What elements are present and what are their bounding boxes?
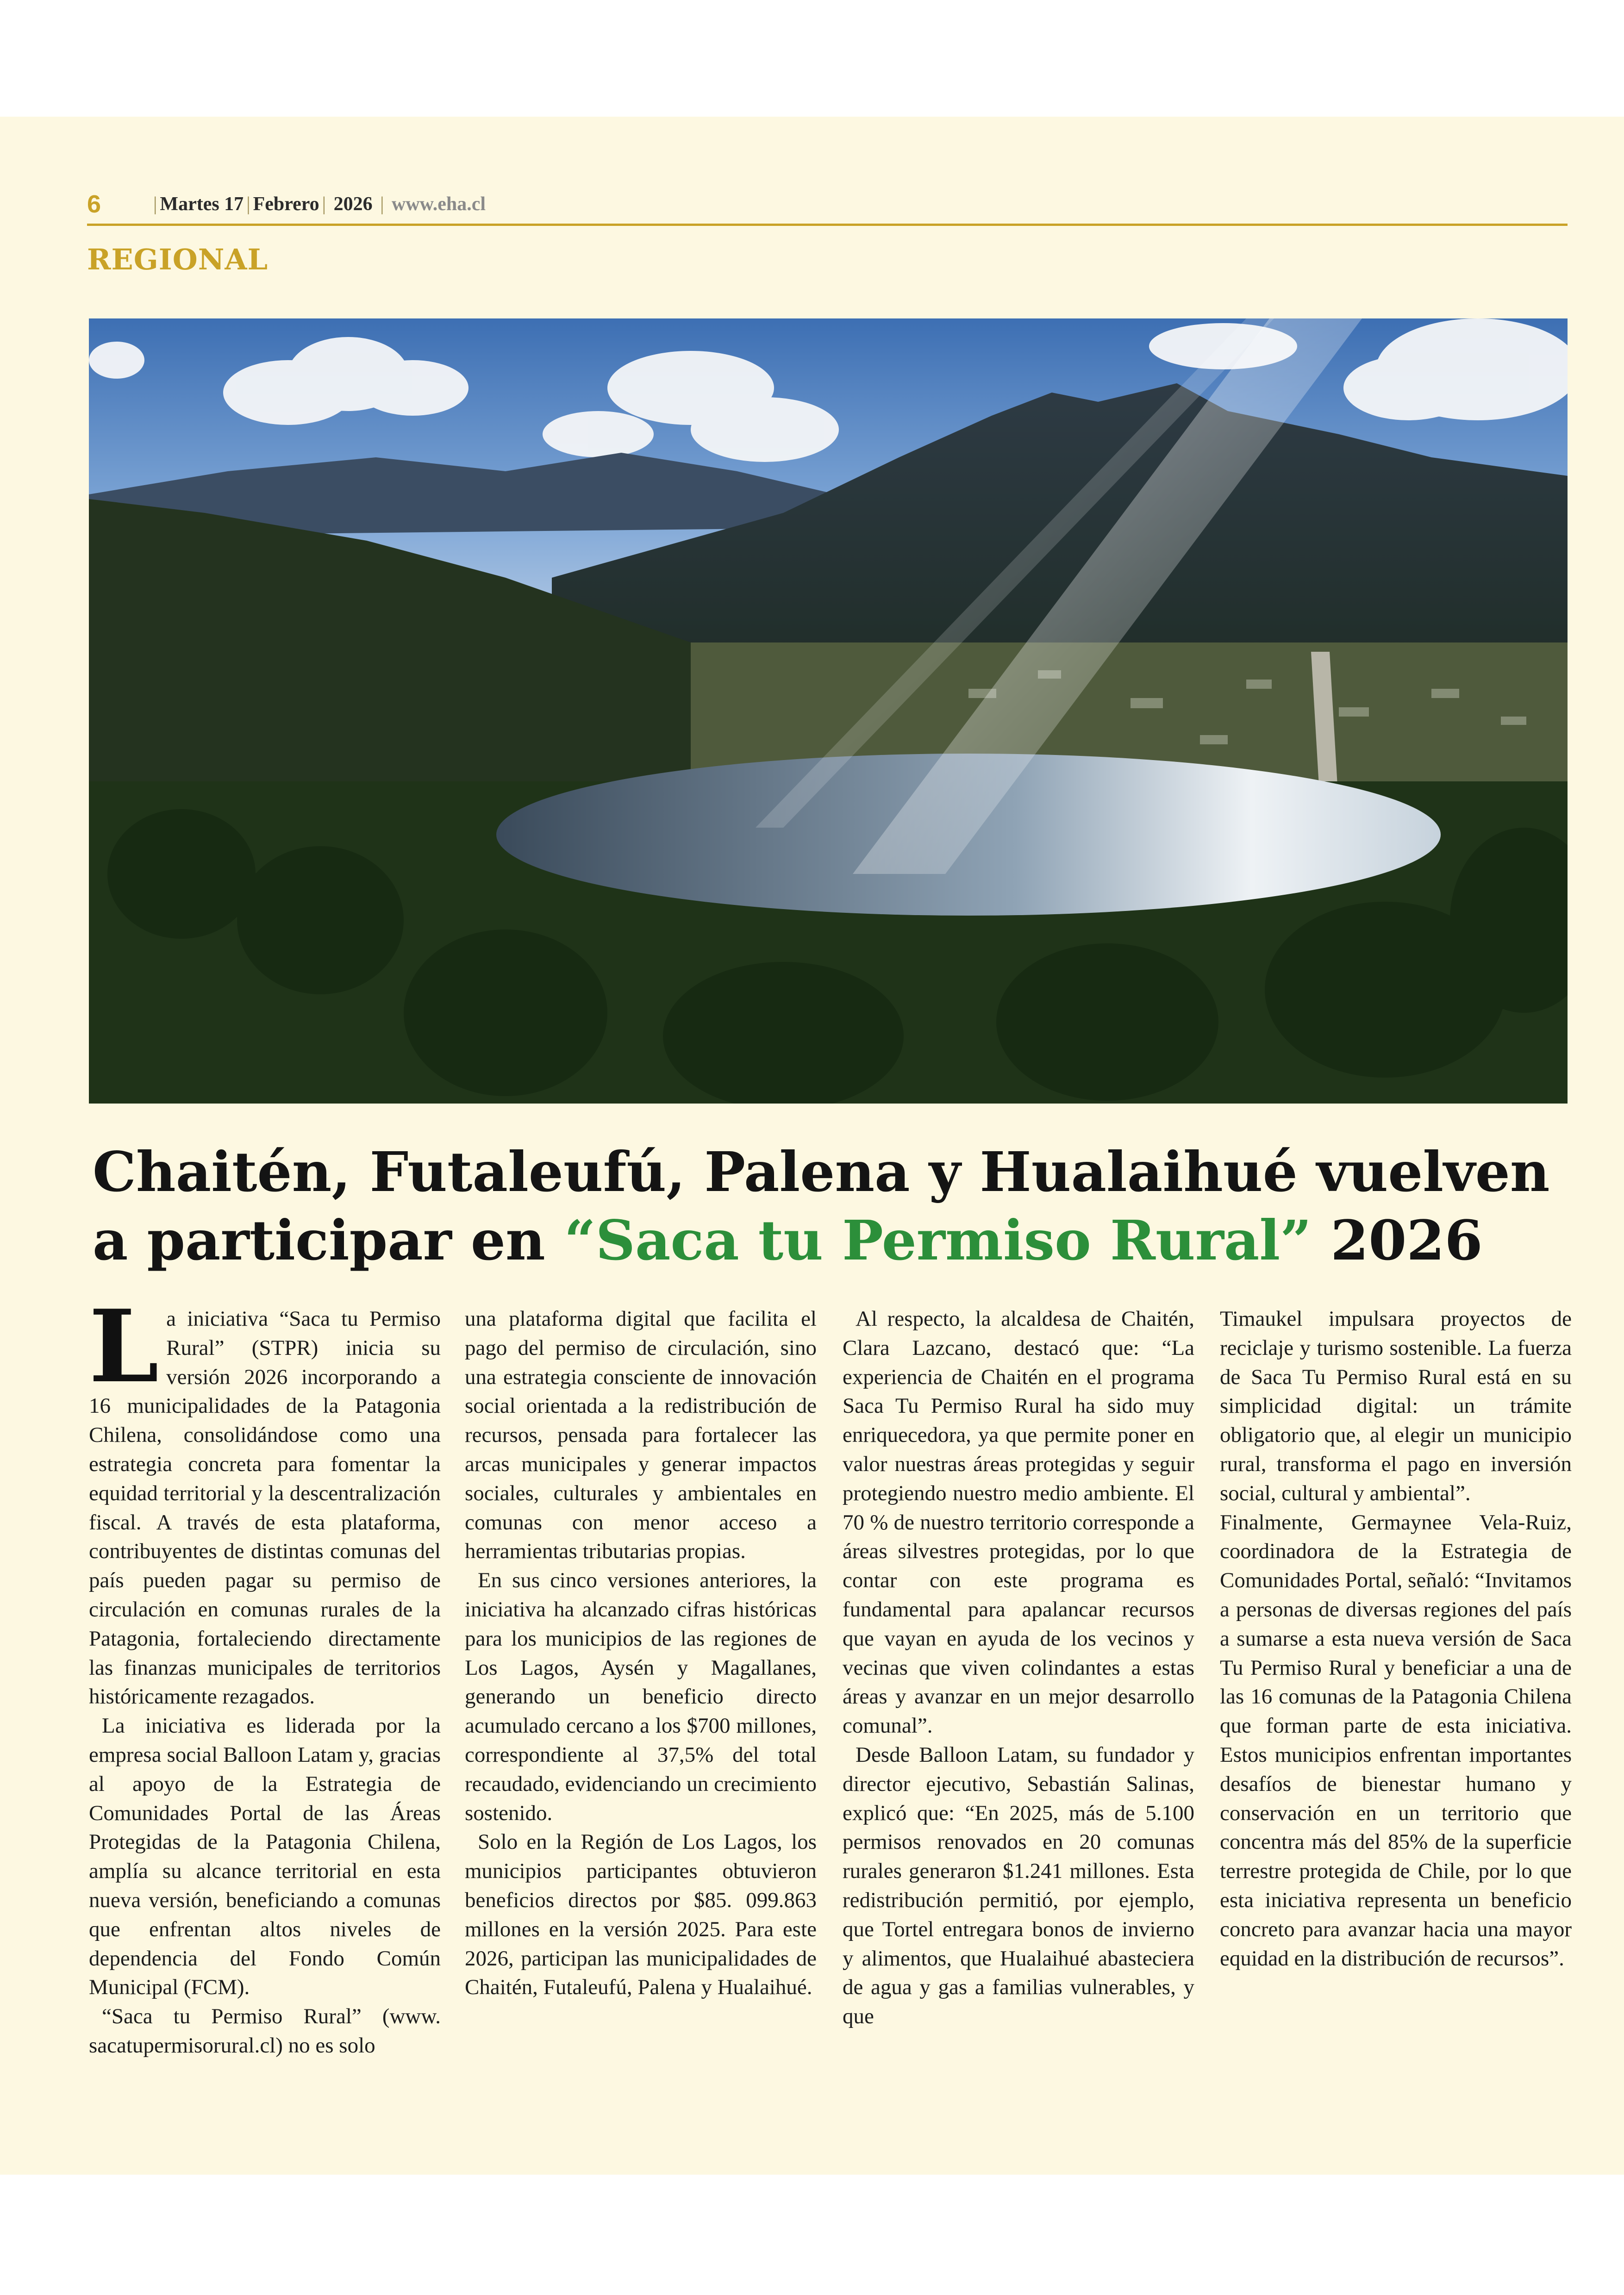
date-day: Martes 17 [160, 193, 244, 215]
article-paragraph: Solo en la Región de Los Lagos, los municipios participantes obtuvieron beneficios directos por $85. 099.863 millones en la versión 2025. Para este 2026, participan las municipalidades de Chaitén, Futaleufú, Palena y Hualaihué. [465, 1830, 817, 2000]
landscape-photo-icon [89, 318, 1568, 1104]
article-paragraph: Desde Balloon Latam, su fundador y director ejecutivo, Sebastián Salinas, explicó que: “En 2025, más de 5.100 permisos renovados en 20 comunas rurales generaron $1.241 millones. Esta redistribución permitió, por ejemplo, que Tortel entregara bonos de invierno y alimentos, que Hualaihué abasteciera de agua y gas a familias vulnerables, y que [843, 1742, 1194, 2029]
headline-highlight: “Saca tu Permiso Rural” [564, 1208, 1312, 1272]
article-column-1 [89, 1288, 441, 2060]
website-link[interactable]: www.eha.cl [392, 193, 486, 215]
article-paragraph: La iniciativa es liderada por la empresa social Balloon Latam y, gracias al apoyo de la Estrategia de Comunidades Portal de las Áreas Protegidas de la Patagonia Chilena, amplía su alcance territorial en esta nueva versión, beneficiando a comunas que enfrentan altos niveles de dependencia del Fondo Común Municipal (FCM). [89, 1714, 441, 2000]
page-number: 6 [87, 190, 101, 218]
article-paragraph [89, 1288, 441, 1711]
article-paragraph: En sus cinco versiones anteriores, la iniciativa ha alcanzado cifras históricas para los municipios de las regiones de Los Lagos, Aysén y Magallanes, generando un beneficio directo acumulado cercano a los $700 millones, correspondiente al 37,5% del total recaudado, evidenciando un crecimiento sostenido. [465, 1568, 817, 1825]
article-paragraph: Finalmente, Germaynee Vela-Ruiz, coordinadora de la Estrategia de Comunidades Portal, señaló: “Invitamos a personas de diversas regiones del país a sumarse a esta nueva versión de Saca Tu Permiso Rural y beneficiar a una de las 16 comunas de la Patagonia Chilena que forman parte de esta iniciativa. Estos municipios enfrentan importantes desafíos de bienestar humano y conservación en un territorio que concentra más del 85% de la superficie terrestre protegida de Chile, por lo que esta iniciativa representa un beneficio concreto para avanzar hacia una mayor equidad en la distribución de recursos”. [1220, 1510, 1572, 1971]
article-column-4 [1220, 1304, 1572, 1973]
article-paragraph: una plataforma digital que facilita el pago del permiso de circulación, sino una estrategia consciente de innovación social orientada a la redistribución de recursos, pensada para fortalecer las arcas municipales y generar impactos sociales, culturales y ambientales en comunas con menor acceso a herramientas tributarias propias. [465, 1307, 817, 1564]
article-paragraph: Al respecto, la alcaldesa de Chaitén, Clara Lazcano, destacó que: “La experiencia de Chaitén en el programa Saca Tu Permiso Rural ha sido muy enriquecedora, ya que permite poner en valor nuestras áreas protegidas y seguir protegiendo nuestro medio ambiente. El 70 % de nuestro territorio corresponde a áreas silvestres protegidas, por lo que contar con este programa es fundamental para apalancar recursos que vayan en ayuda de los vecinos y vecinas que viven colindantes a estas áreas y avanzar en un mejor desarrollo comunal”. [843, 1307, 1194, 1738]
headline [93, 1138, 1565, 1275]
article-column-3 [843, 1304, 1194, 2031]
headline-part-2: a participar en [93, 1208, 545, 1272]
headline-year: 2026 [1330, 1208, 1483, 1272]
section-label: REGIONAL [87, 243, 269, 276]
dateline: | Martes 17 | Febrero | 2026 | www.eha.cl [153, 193, 486, 215]
header-rule [87, 224, 1568, 226]
headline-line-1: Chaitén, Futaleufú, Palena y Hualaihué vuelven [93, 1140, 1550, 1204]
article-column-2 [465, 1304, 817, 2002]
article-paragraph: “Saca tu Permiso Rural” (www. sacatupermisorural.cl) no es solo [89, 2004, 441, 2058]
paragraph-text: a iniciativa “Saca tu Permiso Rural” (STPR) inicia su versión 2026 incorporando a 16 municipalidades de la Patagonia Chilena, consolidándose como una estrategia concreta para fomentar la equidad territorial y la descentralización fiscal. A través de esta plataforma, contribuyentes de distintas comunas del país pueden pagar su permiso de circulación en comunas rurales de la Patagonia, fortaleciendo directamente las finanzas municipales de territorios históricamente rezagados. [89, 1307, 441, 1709]
article-paragraph: Timaukel impulsara proyectos de reciclaje y turismo sostenible. La fuerza de Saca Tu Permiso Rural está en su simplicidad digital: un trámite obligatorio que, al elegir un municipio rural, transforma el pago en inversión social, cultural y ambiental”. [1220, 1307, 1572, 1505]
date-year: 2026 [333, 193, 373, 215]
date-month: Febrero [253, 193, 319, 215]
headline-line-2 [93, 1206, 1565, 1275]
drop-cap: L [89, 1288, 159, 1405]
